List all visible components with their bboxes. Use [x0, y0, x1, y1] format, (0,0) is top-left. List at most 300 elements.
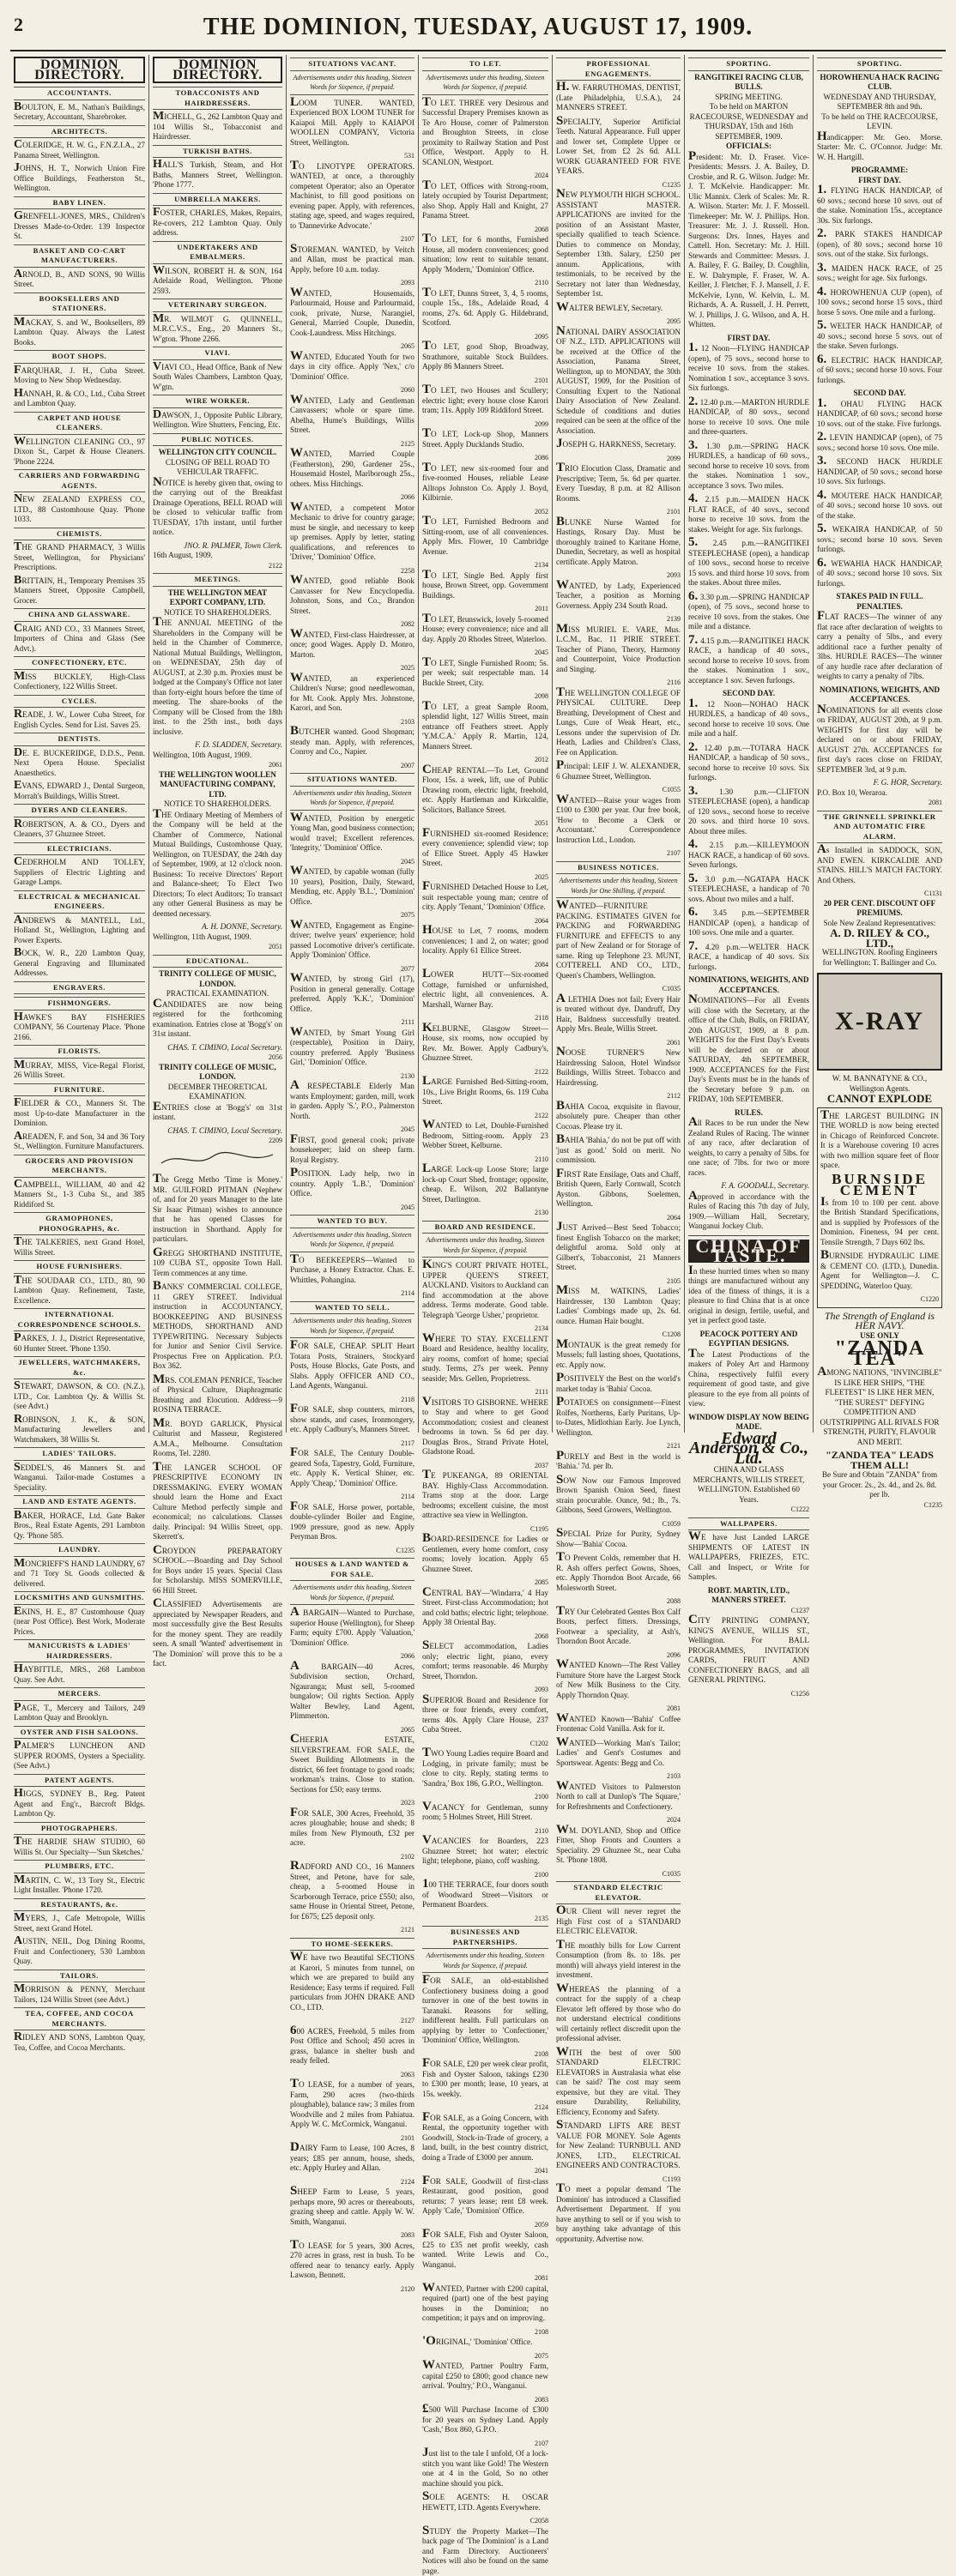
- classified-ad: TO LET, Brunswick, lovely 5-roomed House; every convenience; nice and all day. Apply 20 Rhodes Street, Waterloo.: [422, 614, 548, 645]
- classified-ad: A BARGAIN—40 Acres, Subdivision section, Orchard, Ngauranga; Must sell, 5-roomed bungalow; Oil rights Section. Apply Walter Bewley, Land Agent, Plimmerton.: [290, 1662, 414, 1722]
- race-item: 2. LEVIN HANDICAP (open), of 75 sovs.; second horse 10 sovs. One mile.: [817, 432, 942, 453]
- classified-ad: FOR SALE, Goodwill of first-class Restaurant, good position, good returns; 7 years lease; rent £8 week. Apply 'Cafe,' 'Dominion' Office.: [422, 2176, 548, 2217]
- classified-ad: TO LET, two Houses and Scullery; electric light; every house close Karori tram; 11s. Apply 109 Riddiford Street.: [422, 385, 548, 416]
- signature-sketch: [153, 1148, 281, 1170]
- classified-ad: 100 THE TERRACE, four doors south of Woodward Street—Visitors or Permanent Boarders.: [422, 1879, 548, 1910]
- directory-entry: THE SOUDAAR CO., LTD., 80, 90 Lambton Quay. Refinement, Taste, Excellence.: [14, 1276, 145, 1306]
- ad-ref: 2108: [422, 2327, 548, 2338]
- directory-entry: MORRISON & PENNY, Merchant Tailors, 124 Willis Street (see Advt.): [14, 1984, 145, 2005]
- classified-ad: MISS MURIEL E. VARE, Mus. L.C.M., Bac. 11 PIRIE STREET. Teacher of Piano, Theory, Harmony and Counterpoint, Voice Production and Singing.: [556, 624, 681, 675]
- classified-ad: TO LET, Dunns Street, 3, 4, 5 rooms, couple 15s., 18s., Adelaide Road, 4 rooms, 27s. 6d. Apply G. Hildebrand, Scotford.: [422, 288, 548, 329]
- classified-ad: FOR SALE, Fish and Oyster Saloon, £25 to £35 net profit weekly, cash wanted. Write Lewis and Co., Wanganui.: [422, 2229, 548, 2270]
- directory-entry: FIELDER & CO., Manners St. The most Up-to-date Manufacturer in the Dominion.: [14, 1098, 145, 1129]
- ad-ref: 2134: [422, 1324, 548, 1334]
- ad-ref: C1195: [422, 1524, 548, 1535]
- page-title: THE DOMINION, TUESDAY, AUGUST 17, 1909.: [10, 14, 946, 41]
- directory-entry: CEDERHOLM AND TOLLEY, Suppliers of Electric Lighting and Garage Lamps.: [14, 857, 145, 888]
- classified-ad: FOR SALE, £20 per week clear profit, Fish and Oyster Saloon, takings £230 to £300 per month; lease, 10 years, at 15s. weekly.: [422, 2059, 548, 2099]
- classified-ad: FOR SALE, Horse power, portable, double-cylinder Boiler and Engine, 1909 pressure, good as new. Apply Peryman Bros.: [290, 1502, 414, 1542]
- directory-entry: THE TALKERIES, next Grand Hotel, Willis Street.: [14, 1237, 145, 1258]
- ad-ref: 2045: [290, 1125, 414, 1135]
- classified-ad: BLUNKE Nurse Wanted for Hastings, Rosary Day. Must be thoroughly trained to Karitane Home, Dunedin, Secretary, as well as hospital certificate. Apply Matron.: [556, 517, 681, 568]
- directory-category: PLUMBERS, ETC.: [14, 1860, 145, 1873]
- ad-ref: 2075: [290, 910, 414, 920]
- edu-ref: 2056: [153, 1053, 282, 1063]
- classified-ad: TO BEEKEEPERS—Wanted to Purchase, a Honey Extractor. Chas. E. Whittles, Pohangina.: [290, 1255, 414, 1286]
- day2-title: SECOND DAY.: [688, 689, 809, 699]
- reps-note: Sole New Zealand Representatives:: [817, 919, 942, 929]
- day2-title: SECOND DAY.: [817, 389, 942, 399]
- race-item: 1. OHAU FLYING HACK HANDICAP, of 60 sovs.; second horse 10 sovs. out of the stake. Five furlongs.: [817, 399, 942, 430]
- directory-entry: ROBERTSON, A. & CO., Dyers and Cleaners, 37 Ghuznee Street.: [14, 819, 145, 840]
- classified-ad: Principal: LEIF J. W. ALEXANDER, 6 Ghuznee Street, Wellington.: [556, 761, 681, 781]
- classified-heading: BUSINESSES AND PARTNERSHIPS.: [422, 1926, 548, 1949]
- directory-category: CARPET AND HOUSE CLEANERS.: [14, 412, 145, 435]
- directory-category: WIRE WORKER.: [153, 395, 282, 408]
- race-item: 5. WEKAIRA HANDICAP, of 50 sovs.; second horse 10 sovs. Seven furlongs.: [817, 524, 942, 555]
- ad-ref: 2088: [556, 1596, 681, 1607]
- ad-ref: 2093: [290, 278, 414, 288]
- classified-note: Advertisements under this heading, Sixteen Words for Sixpence, if prepaid.: [422, 73, 548, 95]
- classified-note: Advertisements under this heading, Sixteen Words for Sixpence, if prepaid.: [422, 1235, 548, 1258]
- race-item: 3. 1.30 p.m.—SPRING HACK HURDLES, a handicap of 60 sovs., second horse to receive 10 sovs. from the stakes. Nomination 1 sov., acceptance 3 sovs. Two miles.: [688, 441, 809, 492]
- classified-ad: POTATOES on consignment—Finest Rolfes, Northerns, Early Puritans, Up-to-Dates, Midlothian Early. Joe Lynch, Wellington.: [556, 1397, 681, 1438]
- classified-ad: FOR SALE, an old-established Confectionery business doing a good turnover in one of the best towns in Taranaki. Reasons for selling, indifferent health. Full particulars on applying by letter to 'Confectioner,' 'Dominion' Office, Wellington.: [422, 1976, 548, 2046]
- directory-category: LAUNDRY.: [14, 1543, 145, 1557]
- classified-note: Advertisements under this heading, Sixteen Words for Sixpence, if prepaid.: [422, 1951, 548, 1973]
- directory-entry: HIGGS, SYDNEY B., Reg. Patent Agent and Eng'r., Barcroft Bldgs. Lambton Qy.: [14, 1789, 145, 1819]
- classified-ad: SPECIALTY, Superior Artificial Teeth. Natural Appearance. Full upper and lower set, Complete Upper or Lower Set, from £2 2s 6d. ALL WORK GUARANTEED FOR FIVE YEARS.: [556, 117, 681, 177]
- race-item: 6. 3.30 p.m.—SPRING HANDICAP (open), of 75 sovs., second horse to receive 10 sovs. from the stakes. One mile and a distance.: [688, 592, 809, 632]
- classified-ad: POSITION. Lady help, two in country. Apply 'L.B.', 'Dominion' Office.: [290, 1168, 414, 1199]
- directory-category: OYSTER AND FISH SALOONS.: [14, 1726, 145, 1740]
- classified-ad: OUR Client will never regret the High First cost of a STANDARD ELECTRIC ELEVATOR.: [556, 1906, 681, 1937]
- column-sporting-horowhenua: [814, 55, 946, 1433]
- ad-ref: 2102: [290, 1852, 414, 1862]
- classified-ad: FOR SALE, shop counters, mirrors, show stands, and cases, Ironmongery, etc. Apply Cadbury's, Manners Street.: [290, 1404, 414, 1435]
- classified-heading: STANDARD ELECTRIC ELEVATOR.: [556, 1881, 681, 1904]
- classified-ad: VACANCY for Gentleman, sunny room; 5 Holmes Street, Hill Street.: [422, 1802, 548, 1823]
- classified-ad: KELBURNE, Glasgow Street—House, six rooms, now occupied by Rev. Mr. Bower. Apply Cadbury's, Ghuznee Street.: [422, 1023, 548, 1064]
- ad-ref: 2077: [290, 964, 414, 974]
- ad-ref: C1202: [422, 1739, 548, 1749]
- directory-category: RESTAURANTS, &c.: [14, 1898, 145, 1912]
- race-item: 6. 3.45 p.m.—SEPTEMBER HANDICAP (open), a handicap of 100 sovs. One mile and a quarter.: [688, 908, 809, 938]
- directory-category: CHINA AND GLASSWARE.: [14, 608, 145, 622]
- cannot-explode: CANNOT EXPLODE: [817, 1094, 942, 1104]
- directory-entry: CAMPBELL, WILLIAM, 40 and 42 Manners St., 1-3 Cuba St., and 385 Riddiford St.: [14, 1179, 145, 1210]
- ad-ref: 531: [290, 151, 414, 161]
- classified-ad: WALTER BEWLEY, Secretary.: [556, 303, 681, 314]
- ad-ref: 2100: [422, 1792, 548, 1802]
- ad-ref: C1193: [556, 2175, 681, 2185]
- classified-note: Advertisements under this heading, Sixteen Words for Sixpence, if prepaid.: [290, 1583, 414, 1605]
- edu-head: TRINITY COLLEGE OF MUSIC, LONDON.: [153, 969, 282, 989]
- column-directory-2: [149, 55, 287, 1433]
- classified-ad: SOLE AGENTS: H. OSCAR HEWETT, LTD. Agents Everywhere.: [422, 2492, 548, 2513]
- directory-category: MANICURISTS & LADIES' HAIRDRESSERS.: [14, 1639, 145, 1662]
- window-display: WINDOW DISPLAY NOW BEING MADE.: [688, 1413, 809, 1433]
- classified-ad: JOSEPH G. HARKNESS, Secretary.: [556, 439, 681, 450]
- martin-ref: C1237: [688, 1606, 809, 1616]
- classified-ad: £500 Will Purchase Income of £300 for 20 years on Sydney Land. Apply 'Cash,' Box 860, G.P.O.: [422, 2404, 548, 2435]
- woollen-sub: NOTICE TO SHAREHOLDERS.: [153, 799, 282, 810]
- directory-sections: [153, 87, 282, 431]
- day1-title: FIRST DAY.: [817, 176, 942, 186]
- ad-ref: 2099: [556, 454, 681, 464]
- directory-category: BOOT SHOPS.: [14, 350, 145, 364]
- classified-heading: BOARD AND RESIDENCE.: [422, 1221, 548, 1234]
- ad-ref: 2101: [290, 2133, 414, 2144]
- classified-heading: WANTED TO BUY.: [290, 1215, 414, 1228]
- classified-ad: WANTED Visitors to Palmerston North to call at Dunlop's 'The Square,' for Refreshments and Confectionery.: [556, 1782, 681, 1813]
- ad-ref: 2095: [556, 317, 681, 327]
- nominations-text: NOMINATIONS—For all Events will close with the Secretary, at the office of the Club, Bulls, on FRIDAY, 20th AUGUST, 1909, at 8 p.m. WEIGHTS for the First Day's Events will be declared on or about SATURDAY, 4th SEPTEMBER, 1909. ACCEPTANCES for the First Day's Events must be in the hands of the Secretary before 9 p.m. on FRIDAY, 10th SEPTEMBER.: [688, 995, 809, 1105]
- classified-ad: TO LET, new six-roomed four and five-roomed Houses, reliable Lease Alltops Johnston Co. Apply J. Boyd, Kilbirnie.: [422, 463, 548, 504]
- meeting-date: Wellington, 10th August, 1909.: [153, 751, 282, 761]
- classified-heading: TO HOME-SEEKERS.: [290, 1938, 414, 1952]
- ad-ref: 2081: [556, 1704, 681, 1714]
- classified-ad: CHEAP RENTAL—To Let, Ground Floor, 15s. a week, lift, use of Public Drawing room, electric light, freehold, etc. Apply Hartleman and Kirkcaldie, Solicitors, Ballance Street.: [422, 765, 548, 816]
- classified-ad: TO LET, Lock-up Shop, Manners Street. Apply Ducklands Studio.: [422, 429, 548, 449]
- classified-ad: TO LET, Furnished Bedroom and Sitting-room, use of all conveniences. Apply Mrs. Flower, 10 Cambridge Avenue.: [422, 516, 548, 557]
- classified-ad: WHEREAS the planning of a contract for the supply of a cheap Elevator left offered by those who do not understand electrical conditions will certainly reflect discredit upon the professional adviser.: [556, 1984, 681, 2044]
- directory-category: BOOKSELLERS AND STATIONERS.: [14, 293, 145, 316]
- secretary-sign: F. G. HOR, Secretary.: [817, 778, 942, 788]
- officials-title: OFFICIALS:: [688, 142, 809, 152]
- directory-category: UMBRELLA MAKERS.: [153, 193, 282, 207]
- classified-ad: H. W. FARRUTHOMAS, DENTIST, (Late Philadelphia, U.S.A.), 24 MANNERS STREET.: [556, 82, 681, 113]
- ad-ref: 2063: [290, 2070, 414, 2080]
- directory-category: TAILORS.: [14, 1970, 145, 1983]
- classified-ad: SPECIAL Prize for Purity, Sydney Show—'Bahia' Cocoa.: [556, 1529, 681, 1549]
- ad-ref: 2037: [422, 1461, 548, 1471]
- ad-ref: 2093: [556, 570, 681, 581]
- classified-ad: CLASSIFIED Advertisements are appreciated by Newspaper Readers, and most successfully give the Best Results for the money spent. They are readily seen. A small 'Wanted' advertisement in 'The Dominion' will prove this to be a fact.: [153, 1599, 282, 1669]
- classified-ad: WANTED—FURNITURE PACKING. ESTIMATES GIVEN for PACKING and FORWARDING FURNITURE and EFFECTS to any part of New Zealand or for Storage of same. Ring up Telephone 23. MUNT, COTTERELL AND CO., LTD., Queen's Chambers, Wellington.: [556, 901, 681, 980]
- classified-ad: FOR SALE, 300 Acres, Freehold, 35 acres ploughable; house and sheds; 8 miles from New Plymouth, £32 per acre.: [290, 1808, 414, 1849]
- race-item: 3. SECOND HACK HURDLE HANDICAP, of 50 sovs.; second horse 10 sovs. Six furlongs.: [817, 456, 942, 487]
- classified-heading: BUSINESS NOTICES.: [556, 861, 681, 875]
- meeting-body: THE ANNUAL MEETING of the Shareholders in the Company will be held in the Chamber of Commerce, National Mutual Buildings, Wellington, on WEDNESDAY, 25th day of AUGUST, at 2.30 p.m. Proxies must be lodged at the Company's Office not later than forty-eight hours before the time of meeting. The share-books of the Company will be Closed from the 18th inst. to the 25th inst., both days inclusive.: [153, 618, 282, 737]
- classified-ad: LARGE Lock-up Loose Store; large lock-up Court Shed, frontage; opposite, cheap. E. Wilson, 202 Ballantyne Street, Darlington.: [422, 1164, 548, 1204]
- pitman-ad: The Gregg Metho 'Time is Money.' MR. GUILFORD PITMAN (Nephew of, and for 20 years Manager to the late Sir Isaac Pitman) wishes to announce that he has opened Classes for instruction in Shorthand. Apply for particulars.: [153, 1174, 282, 1245]
- ad-ref: 2122: [422, 1111, 548, 1121]
- ad-ref: 2118: [290, 1395, 414, 1405]
- directory-category: ENGRAVERS.: [14, 981, 145, 995]
- ad-ref: 2103: [290, 717, 414, 727]
- directory-entry: AREADEN, F. and Son, 34 and 36 Tory St., Wellington. Furniture Manufacturers.: [14, 1131, 145, 1152]
- riley-sub: WELLINGTON. Roofing Engineers for Wellington: T. Ballinger and Co.: [817, 948, 942, 968]
- grinnell-ref: C1131: [817, 889, 942, 899]
- directory-entry: WELLINGTON CLEANING CO., 97 Dixon St., Carpet & House Cleaners. 'Phone 2224.: [14, 437, 145, 468]
- directory-category: TURKISH BATHS.: [153, 145, 282, 159]
- classified-ad: WHERE TO STAY. EXCELLENT Board and Residence, healthy locality, airy rooms, comfort of home; special study. Terms, 27s per week. Penny seaside; Mrs. Gellen, Proprietress.: [422, 1334, 548, 1385]
- day2-races: [817, 399, 942, 589]
- directory-category: TEA, COFFEE, AND COCOA MERCHANTS.: [14, 2007, 145, 2030]
- directory-category: TOBACCONISTS AND HAIRDRESSERS.: [153, 87, 282, 110]
- ad-ref: 2101: [556, 507, 681, 517]
- ad-ref: 2045: [422, 648, 548, 658]
- directory-entry: NEW ZEALAND EXPRESS CO., LTD., 88 Customhouse Quay. 'Phone 1033.: [14, 494, 145, 525]
- masthead: [10, 9, 946, 51]
- notice-body: NOTICE is hereby given that, owing to the carrying out of the Breakfast Drainage Operations, BELL ROAD will be closed to vehicular traffic from TUESDAY, 17th instant, until further notice.: [153, 478, 282, 538]
- directory-category: INTERNATIONAL CORRESPONDENCE SCHOOLS.: [14, 1308, 145, 1331]
- garlick-ad: MR. BOYD GARLICK, Physical Culturist and Masseur, Registered A.M.A., Melbourne. Consultation Rooms, Tel. 2280.: [153, 1419, 282, 1459]
- edu-body: ENTRIES close at 'Bogg's' on 31st instant.: [153, 1102, 282, 1123]
- classified-ad: FURNISHED Detached House to Let, suit respectable young man; centre of city. Apply 'Tenant,' 'Dominion' Office.: [422, 882, 548, 913]
- ad-ref: 2064: [422, 916, 548, 926]
- woollen-body: THE Ordinary Meeting of Members of the Company will be held at the Chamber of Commerce, National Mutual Buildings, Customhouse Quay, Wellington, on TUESDAY, the 24th day of September, 1909, at 12 o'clock noon. Business: To receive Directors' Report and Balance-sheet; To Elect Two Directors; To elect Auditors; To transact any other General Business as may be deemed necessary.: [153, 810, 282, 920]
- ad-ref: 2105: [556, 1276, 681, 1287]
- directory-entry: HANNAH, R. & CO., Ltd., Cuba Street and Lambton Quay.: [14, 389, 145, 409]
- page-number: 2: [14, 14, 23, 36]
- notice-head: WELLINGTON CITY COUNCIL.: [153, 448, 282, 458]
- classified-ad: VACANCIES for Boarders, 223 Ghuznee Street; hot water; electric light; telephone, piano, coff washing.: [422, 1836, 548, 1867]
- woollen-date: Wellington, 11th August, 1909.: [153, 932, 282, 943]
- penalties-title: PENALTIES.: [817, 602, 942, 612]
- edu-ref: 2209: [153, 1136, 282, 1146]
- ad-ref: C1055: [556, 785, 681, 795]
- meeting-head: THE WELLINGTON MEAT EXPORT COMPANY, LTD.: [153, 588, 282, 608]
- directory-category: HOUSE FURNISHERS.: [14, 1260, 145, 1274]
- classified-ad: TO meet a popular demand 'The Dominion' has introduced a Classified Advertisement Department. If you have anything to sell or if you wish to buy anything take advantage of this opportunity. Advertise now.: [556, 2184, 681, 2244]
- directory-category: PHOTOGRAPHERS.: [14, 1822, 145, 1836]
- classified-sections: [422, 57, 548, 2576]
- classified-ad: STANDARD LIFTS ARE BEST VALUE FOR MONEY. Sole Agents for New Zealand: TURNBULL AND JONES, LTD., ELECTRICAL ENGINEERS AND CONTRACTORS.: [556, 2121, 681, 2171]
- classified-ad: TE PUKEANGA, 89 ORIENTAL BAY. Highly-Class Accommodation. Trams stop at the door. Large bedrooms; excellent cuisine, the most attractive sea view in Wellington.: [422, 1470, 548, 1521]
- classified-ad: WANTED, a competent Motor Mechanic to drive for country garage; must be single, and necessary to keep up premises. Apply by letter, stating qualifications, and references to 'Driver,' 'Dominion' Office.: [290, 503, 414, 563]
- ad-ref: 2112: [556, 1091, 681, 1101]
- directory-category: JEWELLERS, WATCHMAKERS, &c.: [14, 1356, 145, 1379]
- race-item: 3. 1.30 p.m.—CLIFTON STEEPLECHASE (open), a handicap of 120 sovs., second horse to receive 20 sovs. and third horse 10 sovs. About three miles.: [688, 787, 809, 837]
- classified-ad: 600 ACRES, Freehold, 5 miles from Post Office and School; 450 acres in grass, balance in shelter bush and ready felled.: [290, 2026, 414, 2066]
- ad-ref: 2114: [290, 1492, 414, 1502]
- edu-head: TRINITY COLLEGE OF MUSIC, LONDON.: [153, 1063, 282, 1083]
- notice-ref: 2122: [153, 561, 282, 571]
- directory-entry: DE. E. BUCKERIDGE, D.D.S., Penn. Next Opera House. Specialist Anaesthetics.: [14, 748, 145, 779]
- ad-ref: 2081: [422, 2273, 548, 2283]
- ad-ref: 2066: [290, 1651, 414, 1662]
- ad-ref: 2061: [556, 1038, 681, 1048]
- club-head: RANGITIKEI RACING CLUB, BULLS.: [688, 73, 809, 93]
- edu-sign: CHAS. T. CIMINO, Local Secretary.: [153, 1043, 282, 1053]
- ad-ref: C1035: [556, 1869, 681, 1879]
- secretary-sign: F. A. GOODALL, Secretary.: [688, 1181, 809, 1191]
- directory-entry: MARTIN, C. W., 13 Tory St., Electric Light Installer. 'Phone 1720.: [14, 1875, 145, 1896]
- directory-entry: HAWKE'S BAY FISHERIES COMPANY, 56 Courtenay Place. 'Phone 2166.: [14, 1012, 145, 1043]
- xray-illustration: [817, 973, 942, 1071]
- classified-ad: TWO Young Ladies require Board and Lodging, in private family; must be close to city. Reply, stating terms to 'Sandra,' Box 186, G.P.O., Wellington.: [422, 1748, 548, 1789]
- directory-category: UNDERTAKERS AND EMBALMERS.: [153, 241, 282, 264]
- directory-entry: RIDLEY AND SONS, Lambton Quay, Tea, Coffee, and Cocoa Merchants.: [14, 2032, 145, 2053]
- directory-entry: VIAVI CO., Head Office, Bank of New South Wales Chambers, Lambton Quay, W'gtn.: [153, 362, 282, 393]
- classified-ad: TO LEASE, for a number of years, Farm, 290 acres (two-thirds ploughable), balance raw; 3 miles from Woodville and 2 miles from Pahiatua. Apply W. C. McCormick, Wanganui.: [290, 2079, 414, 2130]
- classified-ad: WANTED, Lady and Gentleman Canvassers; whole or spare time. Abelha, Hume's Buildings, Willis Street.: [290, 395, 414, 436]
- classified-ad: 'ORIGINAL,' 'Dominion' Office.: [422, 2337, 548, 2348]
- directory-category: ACCOUNTANTS.: [14, 87, 145, 100]
- china-body: In these hurried times when so many things are manufactured without any idea of the fitness of things, it is a pleasure to find China that is at once original in design, fertile, useful, and yet in perfect good taste.: [688, 1266, 809, 1326]
- classified-ad: FIRST, good general cook; private housekeeper; laid on sheep farm. Royal Registry.: [290, 1135, 414, 1166]
- woollen-head: THE WELLINGTON WOOLLEN MANUFACTURING COMPANY, LTD.: [153, 770, 282, 800]
- rules-title: RULES.: [688, 1108, 809, 1119]
- classified-ad: LARGE Furnished Bed-Sitting-room, 10s., Live Bright Rooms, 6s. 119 Cuba Street.: [422, 1077, 548, 1107]
- directory-category: CHEMISTS.: [14, 528, 145, 541]
- directory-entry: BAKER, HORACE, Ltd. Gate Baker Bros., Real Estate Agents, 291 Lambton Qy. 'Phone 585.: [14, 1511, 145, 1541]
- directory-entry: DAWSON, J., Opposite Public Library, Wellington. Wire Shutters, Fencing, Etc.: [153, 410, 282, 431]
- classified-ad: WANTED Known—The Rest Valley Furniture Store have the Largest Stock of New Milk Business to the City. Apply Thorndon Quay.: [556, 1660, 681, 1700]
- penrice-ad: MRS. COLEMAN PENRICE, Teacher of Physical Culture, Diaphragmatic Breathing and Elocution. Address—9 ROSINA TERRACE.: [153, 1375, 282, 1415]
- classified-ad: NATIONAL DAIRY ASSOCIATION OF N.Z., LTD. APPLICATIONS will be received at the Office of the Association, Panama Street, Wellington, up to MONDAY, the 30th AUGUST, 1909, for the Position of Consulting Expert to the National Dairy Association of New Zealand. Schedule of conditions and duties required can be seen at the office of the Association.: [556, 327, 681, 437]
- ad-ref: 2118: [422, 1013, 548, 1023]
- classified-ad: TO LET, Offices with Strong-room, lately occupied by Tourist Department; also Shop. Apply Hall and Knight, 27 Panama Street.: [422, 181, 548, 221]
- banks-ad: BANKS' COMMERCIAL COLLEGE, 11 GREY STREET. Individual instruction in ACCOUNTANCY, BOOKKEEPING AND BUSINESS METHODS, SHORTHAND AND TYPEWRITING. Necessary Subjects for Junior and Senior Civil Service. Prospectus Free on Application. P.O. Box 362.: [153, 1282, 282, 1372]
- ad-ref: 2122: [422, 1067, 548, 1077]
- wallpapers-text: WE have Just Landed LARGE SHIPMENTS OF LATEST IN WALLPAPERS, FRIEZES, ETC. Call and Inspect, or Write for Samples.: [688, 1532, 809, 1583]
- ad-ref: 2258: [290, 566, 414, 576]
- xray-sub: W. M. BANNATYNE & CO., Wellington Agents.: [817, 1074, 942, 1094]
- directory-category: MERCERS.: [14, 1687, 145, 1701]
- directory-category: ARCHITECTS.: [14, 125, 145, 139]
- newspaper-page: [10, 9, 946, 1433]
- ad-ref: 2075: [422, 2351, 548, 2362]
- classified-ad: WANTED, Educated Youth for two days in city office. Apply 'Nex,' c/o 'Dominion' Office.: [290, 352, 414, 383]
- ad-ref: 2120: [290, 2284, 414, 2295]
- sporting-heading: SPORTING.: [688, 57, 809, 71]
- cement-body: Is from 10 to 100 per cent. above the British Standard Specifications, and is supplied by Professors of the Dominion. Fineness, 94 per cent. Tensile Strength, 7 Days 602 lbs.: [820, 1198, 939, 1248]
- ad-ref: 2124: [290, 2177, 414, 2187]
- ad-ref: 2045: [290, 1203, 414, 1213]
- premiums-note: 20 PER CENT. DISCOUNT OFF PREMIUMS.: [817, 899, 942, 919]
- ad-ref: 2066: [290, 492, 414, 503]
- classified-ad: SOW Now our Famous Improved Brown Spanish Onion Seed, finest strain procurable. Ounce, 9d.; lb., 7s. Gibbons, Seed Growers, Wellington.: [556, 1475, 681, 1516]
- classified-ad: FURNISHED six-roomed Residence; every convenience; splendid view; top of Ellice Street. Apply 45 Hawker Street.: [422, 829, 548, 869]
- ad-ref: 2117: [290, 1439, 414, 1449]
- ad-ref: 2096: [556, 1650, 681, 1661]
- directory-entry: THE HARDIE SHAW STUDIO, 60 Willis St. Our Specialty—'Sun Sketches.': [14, 1837, 145, 1857]
- classified-ad: TRIO Elocution Class, Dramatic and Prescriptive; Term, 5s. 6d per quarter. Every Tuesday, 8 p.m. at 82 Allison Rooms.: [556, 463, 681, 504]
- directory-category: VIAVI.: [153, 347, 282, 360]
- classified-ad: WANTED to Let, Double-Furnished Bedroom, Sitting-room. Apply 23 Webber Street, Kelburne.: [422, 1120, 548, 1151]
- directory-category: FISHMONGERS.: [14, 997, 145, 1010]
- directory-entry: FOSTER, CHARLES, Makes, Repairs, Re-covers, 212 Lambton Quay. Only address.: [153, 208, 282, 238]
- burnside-title: BURNSIDE: [820, 1174, 939, 1185]
- building-text: THE LARGEST BUILDING IN THE WORLD is now being erected in Chicago of Reinforced Concrete. It is a Warehouse covering 10 acres with two million square feet of floor space.: [820, 1111, 939, 1171]
- directory-category: GRAMOPHONES, PHONOGRAPHS, &c.: [14, 1212, 145, 1235]
- ad-ref: 2101: [422, 376, 548, 386]
- directory-entry: STEWART, DAWSON, & CO. (N.Z.), LTD., Cor. Lambton Qy. & Willis St. (see Advt.): [14, 1381, 145, 1412]
- column-professional: [553, 55, 685, 1433]
- classified-ad: WITH the best of over 500 STANDARD ELECTRIC ELEVATORS in Australasia what else can be said? The cost may seem expensive, but they are vital. They ensure Durability, Reliability, Efficiency, Economy and Safety.: [556, 2048, 681, 2118]
- ad-ref: 2068: [422, 225, 548, 235]
- classified-heading: SITUATIONS VACANT.: [290, 57, 414, 71]
- ad-ref: 2007: [290, 761, 414, 771]
- langer-ad: THE LANGER SCHOOL OF PRESCRIPTIVE ECONOMY IN DRESSMAKING. EVERY WOMAN should learn the Home and Exact Culture Method perfectly simple and economical; no calculations. Classes daily. Principal: 94 Willis Street, opp. Skerrett's.: [153, 1463, 282, 1542]
- column-situations: [287, 55, 419, 1433]
- notice-sub: CLOSING OF BELL ROAD TO VEHICULAR TRAFFIC.: [153, 458, 282, 478]
- use-only: USE ONLY: [817, 1331, 942, 1342]
- day2-races: [688, 699, 809, 973]
- ad-ref: 2135: [422, 1914, 548, 1924]
- directory-entry: FARQUHAR, J. H., Cuba Street. Moving to New Shop Wednesday.: [14, 365, 145, 386]
- classified-ad: WANTED, Engagement as Engine-driver; twelve years' experience; hold passed Locomotive driver's certificate. Apply 'Dominion' Office.: [290, 920, 414, 961]
- printing-ad: CITY PRINTING COMPANY, KING'S AVENUE, WILLIS ST., Wellington. For BALL PROGRAMMES, INVITATION CARDS, FRUIT AND CONFECTIONERY BAGS, and all GENERAL PRINTING.: [688, 1615, 809, 1686]
- classified-heading: SITUATIONS WANTED.: [290, 773, 414, 787]
- directory-entry: MONCRIEFF'S HAND LAUNDRY, 67 and 71 Tory St. Goods collected & delivered.: [14, 1559, 145, 1590]
- race-item: 6. ELECTRIC HACK HANDICAP, of 60 sovs.; second horse 10 sovs. Four furlongs.: [817, 355, 942, 386]
- classified-ad: WANTED, Housemaids, Parlourmaid, House and Parlourmaid, cook, private, Nurse, Narangiel, General, Married Couple, Dunedin, Cook-Laundress. Miss Hitchings.: [290, 288, 414, 339]
- classified-ad: WM. DOYLAND, Shop and Office Fitter, Shop Fronts and Counters a Speciality. 29 Ghuznee St., near Cuba St. 'Phone 1808.: [556, 1825, 681, 1866]
- classified-ad: A RESPECTABLE Elderly Man wants Employment; garden, mill, work in garden. Apply 'S.', P.O., Palmerston North.: [290, 1081, 414, 1121]
- classified-ad: WANTED, by capable woman (fully 10 years), Position, Daily, Steward, Mending, etc. Apply 'B.L.', 'Dominion' Office.: [290, 866, 414, 907]
- zanda-ref: C1235: [817, 1500, 942, 1511]
- classified-note: Advertisements under this heading, Sixteen Words for One Shilling, if prepaid.: [556, 876, 681, 898]
- directory-category: PATENT AGENTS.: [14, 1774, 145, 1788]
- classified-note: Advertisements under this heading, Sixteen Words for Sixpence, if prepaid.: [290, 1316, 414, 1338]
- po-box-ref: 2081: [817, 798, 942, 808]
- xray-label: X-RAY: [835, 1017, 924, 1027]
- directory-category: LAND AND ESTATE AGENTS.: [14, 1495, 145, 1509]
- classified-ad: PURELY and Best in the world is 'Bahia.' 7d. per lb.: [556, 1451, 681, 1472]
- classified-ad: FIRST Rate Ensilage, Oats and Chaff, British Queen, Early Cornwall, Scotch Ayston. Gibbons, Soelemen, Wellington.: [556, 1169, 681, 1210]
- classified-ad: STUDY the Property Market—The back page of 'The Dominion' is a Land and Farm Directory. Auctioneers' Notices will also be found on the same page.: [422, 2526, 548, 2576]
- meeting-sign: F. D. SLADDEN, Secretary.: [153, 740, 282, 751]
- section-heading: MEETINGS.: [153, 573, 282, 587]
- classified-ad: Just list to the tale I unfold, Of a lock-stitch you want like Gold! The Western one at 4 in the Gold, So no other machine should you pick.: [422, 2448, 548, 2489]
- race-item: 2. PARK STAKES HANDICAP (open), of 80 sovs.; second horse 10 sovs. out of the stake. Six furlongs.: [817, 229, 942, 260]
- penalties-text: FLAT RACES—The winner of any flat race after declaration of weights to carry a penalty of 5lbs., and every additional race a further penalty of 3lbs. HURDLE RACES—The winner of any hurdle race after declaration of weights to carry a penalty of 7lbs.: [817, 612, 942, 682]
- race-item: 5. 2.45 p.m.—RANGITIKEI STEEPLECHASE (open), a handicap of 100 sovs., second horse to receive 15 sovs. and third horse 10 sovs. from the stakes. About three miles.: [688, 538, 809, 588]
- classified-ad: WANTED, an experienced Children's Nurse; good needlewoman, for Mt. Cook. Apply Mrs. Johnstone, Karori, and Son.: [290, 673, 414, 714]
- ad-ref: 2110: [422, 1826, 548, 1837]
- ad-ref: 2121: [290, 1925, 414, 1935]
- ad-ref: 2065: [290, 341, 414, 352]
- ad-ref: 2107: [290, 234, 414, 244]
- classified-ad: POSITIVELY the Best on the world's market today is 'Bahia' Cocoa.: [556, 1373, 681, 1394]
- ad-ref: 2103: [556, 1771, 681, 1782]
- classified-ad: TO LET, Single Bed. Apply first house, Brown Street, opp. Government Buildings.: [422, 570, 548, 601]
- race-item: 5. 3.0 p.m.—NGATAPA HACK STEEPLECHASE, a handicap of 70 sovs. About two miles and a half.: [688, 874, 809, 905]
- day1-title: FIRST DAY.: [688, 334, 809, 344]
- directory-category: LADIES' TAILORS.: [14, 1447, 145, 1461]
- ad-ref: 2068: [422, 1632, 548, 1642]
- race-item: 4. HOROWHENUA CUP (open), of 100 sovs.; second horse 15 sovs., third horse 5 sovs. One mile and a furlong.: [817, 287, 942, 318]
- directory-entry: PALMER'S LUNCHEON AND SUPPER ROOMS, Oysters a Speciality. (See Advt.): [14, 1740, 145, 1771]
- directory-entry: MYERS, J., Cafe Metropole, Willis Street, next Grand Hotel.: [14, 1913, 145, 1934]
- directory-category: CARRIERS AND FORWARDING AGENTS.: [14, 469, 145, 492]
- strength-line: The Strength of England is HER NAVY.: [817, 1312, 942, 1331]
- column-sporting-rangitikei: [685, 55, 814, 1433]
- race-item: 2. 12.40 p.m.—MARTON HURDLE HANDICAP, of 80 sovs., second horse to receive 10 sovs. One mile and three-quarters.: [688, 397, 809, 437]
- classified-ad: WANTED, by strong Girl (17), Position in general generally. Cottage preferred. Apply 'K.K.', 'Dominion' Office.: [290, 974, 414, 1014]
- day1-races: [688, 343, 809, 685]
- classified-sections: [556, 57, 681, 2244]
- classified-ad: TO LET, for 6 months, Furnished House, all modern conveniences; good situation; low rent to suitable tenant. Apply 'Modern,' 'Dominion' Office.: [422, 234, 548, 274]
- classified-heading: HOUSES & LAND WANTED & FOR SALE.: [290, 1558, 414, 1581]
- classified-heading: TO LET.: [422, 57, 548, 71]
- classified-ad: JUST Arrived—Best Seed Tobacco; finest English Tobacco on the market; delightful aroma. Sold only at Gilbert's, Tobacconist, 21 Manners Street.: [556, 1222, 681, 1273]
- ad-ref: 2083: [290, 2230, 414, 2241]
- race-item: 4. 2.15 p.m.—KILLEYMOON HACK RACE, a handicap of 60 sovs. Seven furlongs.: [688, 840, 809, 871]
- classified-ad: WE have two Beautiful SECTIONS at Karori, 5 minutes from tunnel, on which we are prepared to build any Residence; Easy terms if required. Full particulars from JOHN DRAKE AND CO., LTD.: [290, 1952, 414, 2012]
- classified-ad: WANTED, Partner Poultry Farm, capital £250 to £800; good chance new arrival. 'Poultry,' P.O., Wanganui.: [422, 2361, 548, 2392]
- officials-text: President: Mr. D. Fraser. Vice-Presidents: Messrs. J. A. Bailey, D. Crosbie, and R. G. Wilson. Judge: Mr. J. T. McKelvie. Handicapper: Mr. Ulic Mannix. Clerk of Scales: Mr. R. A. Wilson. Starter: Mr. J. F. Mossell. Timekeeper: Mr. W. J. Phillips. Hon. Treasurer: Mr. J. J. Russell. Hon. Surgeons: Drs. Innes, Hayes and Cattell. Hon. Secretary: Mr. J. Hill. Stewards and Committee: Messrs. J. A. Bailey, F. G. Bailey, D. Coughlin, E. W. Dalrymple, F. Fraser, W. A. Keiller, J. Fletcher, F. J. Mansell, J. F. McKelvie, Lynn, W. Kelvin, L. M. Richards, A. A. Russell, J. H. Perrett, W. J. Phillips, J. G. Wilson, and A. H. Whitten.: [688, 152, 809, 330]
- ad-ref: 2111: [422, 1387, 548, 1397]
- anderson-ref: C1222: [688, 1505, 809, 1515]
- ad-ref: 2108: [422, 2049, 548, 2060]
- po-box: P.O. Box 10, Weraroa.: [817, 788, 942, 799]
- classified-ad: SUPERIOR Board and Residence for three or four friends, every comfort, terms 40s. Apply Clare House, 237 Cuba Street.: [422, 1695, 548, 1735]
